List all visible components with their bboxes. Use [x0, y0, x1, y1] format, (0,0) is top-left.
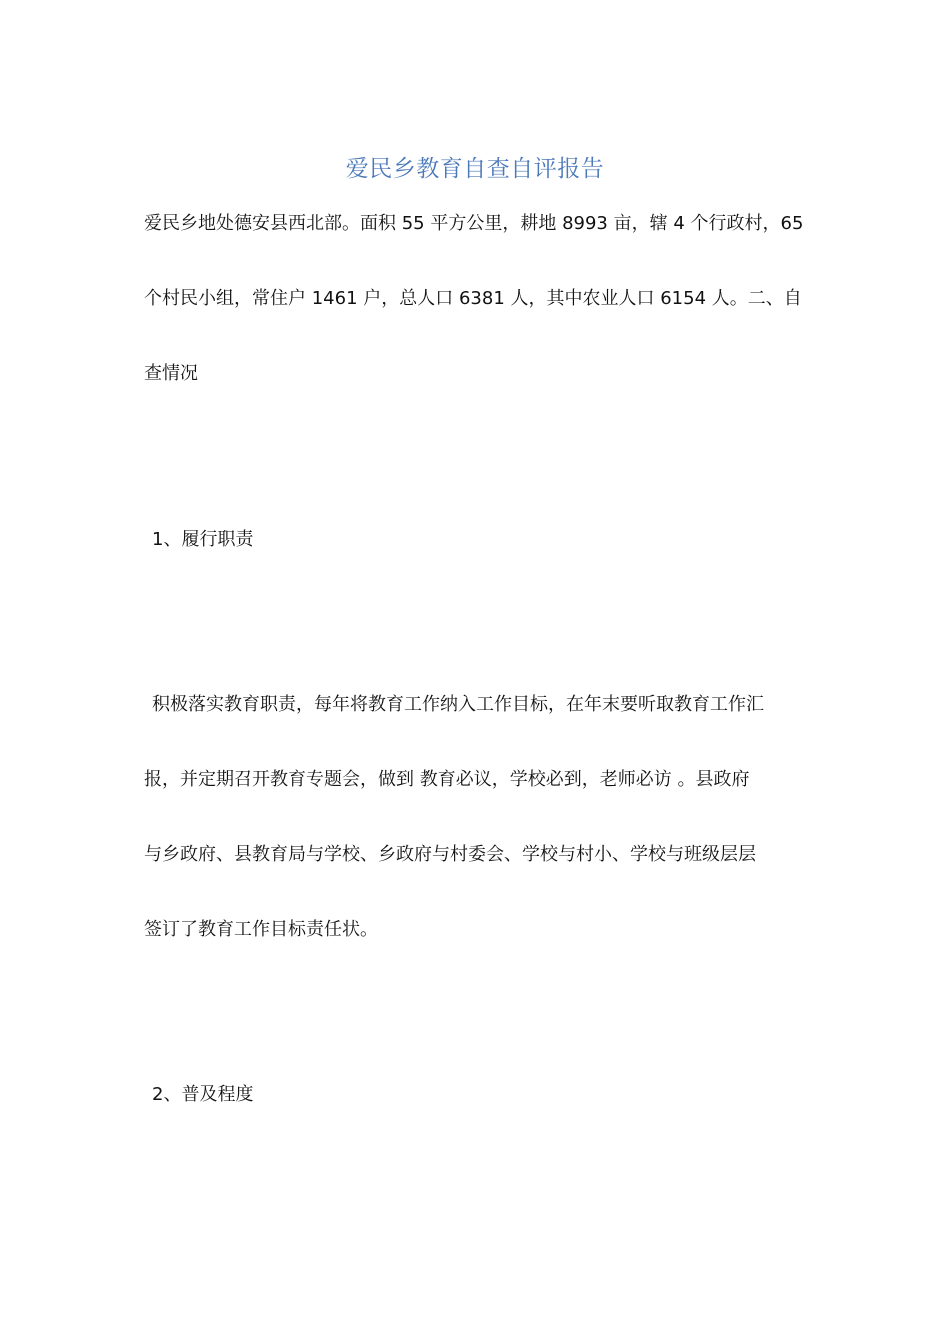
intro-line-2: 个村民小组，常住户 1461 户，总人口 6381 人，其中农业人口 6154 人。二、自: [144, 288, 802, 309]
intro-line-1: 爱民乡地处德安县西北部。面积 55 平方公里，耕地 8993 亩，辖 4 个行政村，65: [144, 213, 804, 234]
section1-line-1: 积极落实教育职责，每年将教育工作纳入工作目标，在年末要听取教育工作汇: [152, 694, 764, 715]
section1-line-2: 报，并定期召开教育专题会，做到 教育必议，学校必到，老师必访 。县政府: [144, 769, 750, 790]
section-heading-2: 2、普及程度: [152, 1084, 254, 1105]
section1-line-3: 与乡政府、县教育局与学校、乡政府与村委会、学校与村小、学校与班级层层: [144, 844, 756, 865]
section1-line-4: 签订了教育工作目标责任状。: [144, 919, 378, 940]
intro-line-3: 查情况: [144, 363, 198, 384]
document-title: 爱民乡教育自查自评报告: [345, 156, 605, 182]
section-heading-1: 1、履行职责: [152, 529, 254, 550]
